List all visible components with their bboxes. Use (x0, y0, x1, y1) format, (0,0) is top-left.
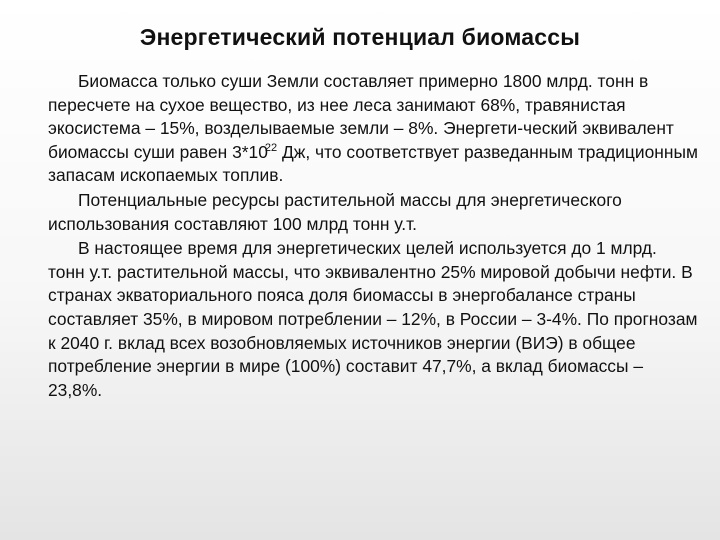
paragraph-1-text: Биомасса только суши Земли составляет примерно 1800 млрд. тонн в пересчете на сухое вещество, из нее леса занимают 68%, травянистая экосистема – 15%, возделываемые земли – 8%. Энергети-ческий эквивалент биомассы суши равен 3*10 (48, 71, 674, 162)
paragraph-potential-resources: Потенциальные ресурсы растительной массы для энергетического использования составляют 100 млрд тонн у.т. (48, 189, 622, 234)
exponent: 22 (264, 141, 278, 154)
slide-title: Энергетический потенциал биомассы (139, 24, 581, 50)
paragraph-current-use: В настоящее время для энергетических целей используется до 1 млрд. тонн у.т. растительной массы, что эквивалентно 25% мировой добычи нефти. В странах экваториального пояса доля биомассы в энергобалансе страны составляет 35%, в мировом потреблении – 12%, в России – 3-4%. По прогнозам к 2040 г. вклад всех возобновляемых источников энергии (ВИЭ) в общее потребление энергии в мире (100%) составит 47,7%, а вклад биомассы – 23,8%. (48, 238, 698, 400)
paragraph-biomass-land (48, 70, 698, 188)
paragraph-1-text-end: Дж, что соответствует разведанным традиционным запасам ископаемых топлив. (48, 141, 698, 186)
slide-body (48, 70, 698, 402)
